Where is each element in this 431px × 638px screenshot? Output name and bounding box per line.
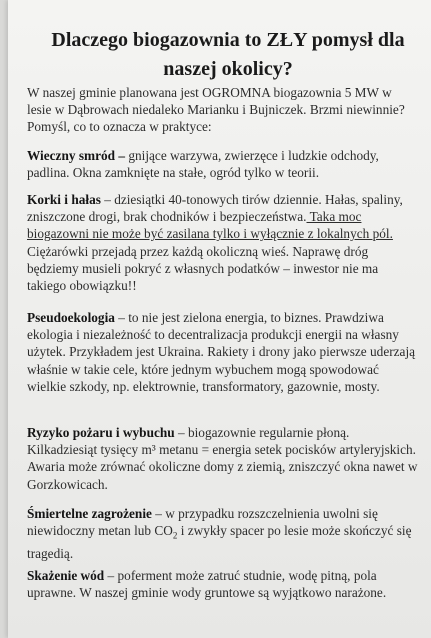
section-smell	[27, 147, 419, 181]
section-heading: Pseudoekologia	[27, 310, 115, 325]
section-body: – poferment może zatruć studnie, wodę pitną, pola uprawne. W naszej gminie wody gruntowe są wyjątkowo narażone.	[27, 568, 387, 601]
section-body: – w przypadku rozszczelnienia uwolni się niewidoczny metan lub CO	[27, 506, 378, 539]
section-body: gnijące warzywa, zwierzęce i ludzkie odchody, padlina. Okna zamknięte na stałe, ogród tylko w teorii.	[27, 148, 379, 181]
section-heading: Skażenie wód	[27, 568, 105, 583]
flyer-title: Dlaczego biogazownia to ZŁY pomysł dla naszej okolicy?	[51, 29, 405, 80]
section-underlined-text: Taka moc biogazowni nie może być zasilana tylko i wyłącznie z lokalnych pól.	[27, 209, 393, 242]
section-body: – to nie jest zielona energia, to biznes. Prawdziwa ekologia i niezależność to decentralizacja produkcji energii na własny użytek. Przykładem jest Ukraina. Rakiety i drony jako pierwsze uderzają właśnie w takie cele, które jednym wybuchem mogą spowodować wielkie szkody, np. elektrownie, transformatory, gazownie, mosty.	[27, 310, 416, 394]
section-deadly-threat	[27, 505, 419, 562]
section-body: – dziesiątki 40-tonowych tirów dziennie. Hałas, spaliny, zniszczone drogi, brak chodników i bezpieczeństwa.	[27, 192, 403, 225]
section-heading: Ryzyko pożaru i wybuchu	[27, 425, 175, 440]
section-heading: Śmiertelne zagrożenie	[27, 506, 152, 521]
section-pseudoecology	[27, 309, 419, 395]
flyer-sheet	[8, 0, 431, 638]
section-fire-risk	[27, 424, 419, 493]
section-heading: Korki i hałas	[27, 192, 101, 207]
section-traffic	[27, 191, 419, 294]
section-water-contamination	[27, 567, 419, 601]
section-body-continued: Ciężarówki przejadą przez każdą okoliczną wieś. Naprawę dróg będziemy musieli pokryć z własnych podatków – inwestor nie ma takiego obowiązku!!	[27, 243, 379, 294]
section-body: – biogazownie regularnie płoną. Kilkadziesiąt tysięcy m³ metanu = energia setek pocisków artyleryjskich. Awaria może zrównać okoliczne domy z ziemią, zniszczyć okna nawet w Gorzkowicach.	[27, 425, 418, 492]
subscript-two: 2	[172, 530, 178, 541]
section-heading: Wieczny smród –	[27, 148, 125, 163]
intro-paragraph: W naszej gminie planowana jest OGROMNA biogazownia 5 MW w lesie w Dąbrowach niedaleko Marianku i Bujniczek. Brzmi niewinnie? Pomyśl, co to oznacza w praktyce:	[27, 85, 405, 135]
section-body-continued: i zwykły spacer po lesie może skończyć się tragedią.	[27, 523, 412, 562]
